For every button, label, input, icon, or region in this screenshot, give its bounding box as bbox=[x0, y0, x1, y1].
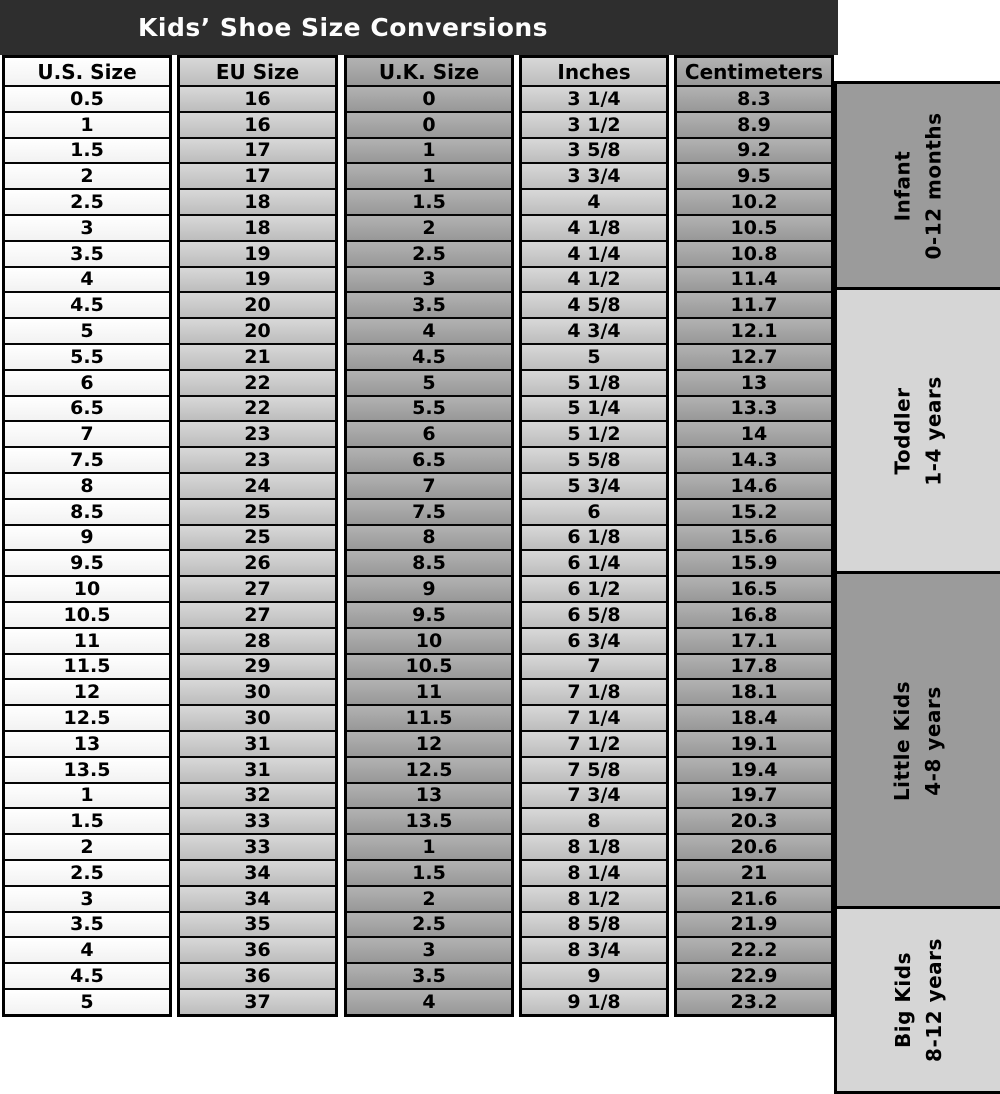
table-cell: 25 bbox=[180, 498, 335, 524]
table-cell: 8.5 bbox=[347, 549, 511, 575]
table-cell: 20.6 bbox=[677, 833, 831, 859]
table-cell: 3 1/4 bbox=[522, 85, 666, 111]
table-cell: 8 1/4 bbox=[522, 859, 666, 885]
table-cell: 35 bbox=[180, 911, 335, 937]
table-cell: 4 1/4 bbox=[522, 240, 666, 266]
table-cell: 7 1/4 bbox=[522, 704, 666, 730]
column-u-s-size bbox=[2, 55, 172, 1017]
table-cell: 5 1/8 bbox=[522, 369, 666, 395]
table-cell: 33 bbox=[180, 833, 335, 859]
table-cell: 8 bbox=[347, 524, 511, 550]
table-cell: 3 bbox=[347, 266, 511, 292]
table-cell: 22.2 bbox=[677, 936, 831, 962]
table-cell: 0 bbox=[347, 85, 511, 111]
table-cell: 19.1 bbox=[677, 730, 831, 756]
table-cell: 22 bbox=[180, 369, 335, 395]
table-cell: 2 bbox=[5, 162, 169, 188]
table-cell: 1.5 bbox=[347, 188, 511, 214]
table-cell: 1 bbox=[5, 782, 169, 808]
table-cell: 3 5/8 bbox=[522, 137, 666, 163]
table-cell: 21.6 bbox=[677, 885, 831, 911]
table-cell: 28 bbox=[180, 627, 335, 653]
table-cell: 8.3 bbox=[677, 85, 831, 111]
table-cell: 1 bbox=[5, 111, 169, 137]
column-eu-size bbox=[177, 55, 338, 1017]
table-cell: 23 bbox=[180, 420, 335, 446]
age-group-label: Toddler 1-4 years bbox=[890, 376, 946, 486]
table-cell: 5.5 bbox=[347, 395, 511, 421]
table-cell: 13.3 bbox=[677, 395, 831, 421]
table-cell: 4 bbox=[347, 317, 511, 343]
table-cell: 27 bbox=[180, 575, 335, 601]
age-group-big-kids bbox=[834, 906, 1000, 1094]
table-cell: 19 bbox=[180, 266, 335, 292]
table-cell: 3.5 bbox=[5, 911, 169, 937]
table-cell: 10.5 bbox=[347, 653, 511, 679]
table-cell: 5 bbox=[522, 343, 666, 369]
table-cell: 10.8 bbox=[677, 240, 831, 266]
table-cell: 9.5 bbox=[5, 549, 169, 575]
table-cell: 6 3/4 bbox=[522, 627, 666, 653]
table-cell: 16 bbox=[180, 85, 335, 111]
table-cell: 25 bbox=[180, 524, 335, 550]
table-cell: 1 bbox=[347, 833, 511, 859]
table-cell: 23.2 bbox=[677, 988, 831, 1014]
table-cell: 7 bbox=[5, 420, 169, 446]
table-cell: 12.5 bbox=[347, 756, 511, 782]
table-cell: 7.5 bbox=[5, 446, 169, 472]
table-cell: 4 bbox=[5, 936, 169, 962]
table-cell: 6.5 bbox=[347, 446, 511, 472]
table-cell: 20 bbox=[180, 317, 335, 343]
column-header: U.S. Size bbox=[5, 58, 169, 85]
column-u-k-size bbox=[344, 55, 514, 1017]
table-cell: 11 bbox=[5, 627, 169, 653]
table-cell: 2 bbox=[347, 885, 511, 911]
table-cell: 4.5 bbox=[5, 962, 169, 988]
table-cell: 9 bbox=[5, 524, 169, 550]
table-cell: 13 bbox=[5, 730, 169, 756]
table-cell: 8 1/8 bbox=[522, 833, 666, 859]
table-cell: 4.5 bbox=[347, 343, 511, 369]
table-cell: 7 3/4 bbox=[522, 782, 666, 808]
column-header: EU Size bbox=[180, 58, 335, 85]
age-group-little-kids bbox=[834, 571, 1000, 910]
age-group-infant bbox=[834, 81, 1000, 291]
table-cell: 10 bbox=[347, 627, 511, 653]
table-cell: 8 3/4 bbox=[522, 936, 666, 962]
table-cell: 5 bbox=[5, 317, 169, 343]
table-cell: 8.9 bbox=[677, 111, 831, 137]
table-cell: 31 bbox=[180, 730, 335, 756]
table-cell: 10.2 bbox=[677, 188, 831, 214]
table-cell: 12.5 bbox=[5, 704, 169, 730]
table-cell: 9.5 bbox=[677, 162, 831, 188]
table-cell: 8 bbox=[5, 472, 169, 498]
table-cell: 7 bbox=[522, 653, 666, 679]
table-cell: 4 bbox=[522, 188, 666, 214]
table-cell: 30 bbox=[180, 678, 335, 704]
table-cell: 10.5 bbox=[677, 214, 831, 240]
column-centimeters bbox=[674, 55, 834, 1017]
table-cell: 32 bbox=[180, 782, 335, 808]
column-inches bbox=[519, 55, 669, 1017]
table-cell: 0.5 bbox=[5, 85, 169, 111]
age-group-toddler bbox=[834, 287, 1000, 575]
table-cell: 36 bbox=[180, 962, 335, 988]
table-cell: 11.5 bbox=[5, 653, 169, 679]
table-cell: 11.7 bbox=[677, 291, 831, 317]
table-cell: 12.1 bbox=[677, 317, 831, 343]
table-cell: 15.6 bbox=[677, 524, 831, 550]
table-cell: 4 1/2 bbox=[522, 266, 666, 292]
table-cell: 4 3/4 bbox=[522, 317, 666, 343]
age-group-label: Infant 0-12 months bbox=[890, 112, 946, 260]
table-cell: 19 bbox=[180, 240, 335, 266]
table-cell: 20.3 bbox=[677, 807, 831, 833]
table-cell: 6 5/8 bbox=[522, 601, 666, 627]
table-cell: 22 bbox=[180, 395, 335, 421]
table-cell: 26 bbox=[180, 549, 335, 575]
table-cell: 17 bbox=[180, 162, 335, 188]
table-cell: 2.5 bbox=[347, 240, 511, 266]
table-cell: 17.8 bbox=[677, 653, 831, 679]
column-header: U.K. Size bbox=[347, 58, 511, 85]
table-cell: 15.9 bbox=[677, 549, 831, 575]
table-cell: 16.8 bbox=[677, 601, 831, 627]
table-cell: 3.5 bbox=[5, 240, 169, 266]
table-cell: 1.5 bbox=[5, 137, 169, 163]
table-cell: 5 bbox=[347, 369, 511, 395]
table-cell: 3 1/2 bbox=[522, 111, 666, 137]
column-header: Centimeters bbox=[677, 58, 831, 85]
table-cell: 5 1/4 bbox=[522, 395, 666, 421]
table-cell: 13.5 bbox=[347, 807, 511, 833]
table-cell: 33 bbox=[180, 807, 335, 833]
table-cell: 16.5 bbox=[677, 575, 831, 601]
table-cell: 4 5/8 bbox=[522, 291, 666, 317]
table-cell: 20 bbox=[180, 291, 335, 317]
table-cell: 11 bbox=[347, 678, 511, 704]
table-cell: 14 bbox=[677, 420, 831, 446]
title-bar bbox=[0, 0, 838, 55]
table-cell: 24 bbox=[180, 472, 335, 498]
table-cell: 1.5 bbox=[5, 807, 169, 833]
table-cell: 6 bbox=[522, 498, 666, 524]
table-cell: 9.2 bbox=[677, 137, 831, 163]
table-cell: 23 bbox=[180, 446, 335, 472]
table-cell: 10.5 bbox=[5, 601, 169, 627]
table-cell: 7 bbox=[347, 472, 511, 498]
table-cell: 12 bbox=[5, 678, 169, 704]
table-cell: 3 bbox=[5, 885, 169, 911]
table-cell: 3.5 bbox=[347, 291, 511, 317]
table-cell: 2.5 bbox=[347, 911, 511, 937]
table-cell: 7 5/8 bbox=[522, 756, 666, 782]
table-cell: 18.1 bbox=[677, 678, 831, 704]
table-cell: 7 1/2 bbox=[522, 730, 666, 756]
table-cell: 4 1/8 bbox=[522, 214, 666, 240]
table-cell: 8 bbox=[522, 807, 666, 833]
table-cell: 34 bbox=[180, 885, 335, 911]
table-cell: 11.4 bbox=[677, 266, 831, 292]
table-cell: 12 bbox=[347, 730, 511, 756]
table-cell: 6 bbox=[347, 420, 511, 446]
column-header: Inches bbox=[522, 58, 666, 85]
table-cell: 21.9 bbox=[677, 911, 831, 937]
table-cell: 18.4 bbox=[677, 704, 831, 730]
table-cell: 17 bbox=[180, 137, 335, 163]
table-cell: 8 5/8 bbox=[522, 911, 666, 937]
table-cell: 0 bbox=[347, 111, 511, 137]
table-cell: 9.5 bbox=[347, 601, 511, 627]
table-cell: 19.7 bbox=[677, 782, 831, 808]
table-cell: 13 bbox=[677, 369, 831, 395]
table-cell: 15.2 bbox=[677, 498, 831, 524]
table-cell: 1 bbox=[347, 162, 511, 188]
table-cell: 18 bbox=[180, 188, 335, 214]
table-cell: 5.5 bbox=[5, 343, 169, 369]
table-cell: 19.4 bbox=[677, 756, 831, 782]
table-cell: 3 bbox=[5, 214, 169, 240]
table-cell: 16 bbox=[180, 111, 335, 137]
table-cell: 30 bbox=[180, 704, 335, 730]
table-cell: 3 bbox=[347, 936, 511, 962]
table-cell: 4 bbox=[5, 266, 169, 292]
table-cell: 7.5 bbox=[347, 498, 511, 524]
table-cell: 6 1/2 bbox=[522, 575, 666, 601]
table-cell: 36 bbox=[180, 936, 335, 962]
table-cell: 4.5 bbox=[5, 291, 169, 317]
table-cell: 6 1/8 bbox=[522, 524, 666, 550]
table-cell: 7 1/8 bbox=[522, 678, 666, 704]
table-cell: 1.5 bbox=[347, 859, 511, 885]
table-cell: 13 bbox=[347, 782, 511, 808]
table-cell: 5 5/8 bbox=[522, 446, 666, 472]
table-cell: 8 1/2 bbox=[522, 885, 666, 911]
table-cell: 2 bbox=[347, 214, 511, 240]
table-cell: 6 bbox=[5, 369, 169, 395]
table-cell: 5 1/2 bbox=[522, 420, 666, 446]
table-cell: 13.5 bbox=[5, 756, 169, 782]
table-cell: 14.3 bbox=[677, 446, 831, 472]
table-cell: 34 bbox=[180, 859, 335, 885]
age-group-label: Little Kids 4-8 years bbox=[890, 680, 946, 801]
table-cell: 18 bbox=[180, 214, 335, 240]
table-cell: 3.5 bbox=[347, 962, 511, 988]
table-cell: 9 bbox=[522, 962, 666, 988]
table-cell: 4 bbox=[347, 988, 511, 1014]
table-cell: 21 bbox=[677, 859, 831, 885]
table-cell: 6 1/4 bbox=[522, 549, 666, 575]
table-cell: 12.7 bbox=[677, 343, 831, 369]
table-cell: 29 bbox=[180, 653, 335, 679]
table-cell: 27 bbox=[180, 601, 335, 627]
age-group-label: Big Kids 8-12 years bbox=[890, 938, 946, 1062]
table-cell: 9 1/8 bbox=[522, 988, 666, 1014]
table-cell: 37 bbox=[180, 988, 335, 1014]
table-cell: 3 3/4 bbox=[522, 162, 666, 188]
table-cell: 11.5 bbox=[347, 704, 511, 730]
table-cell: 9 bbox=[347, 575, 511, 601]
page-title: Kids’ Shoe Size Conversions bbox=[138, 13, 549, 42]
table-cell: 22.9 bbox=[677, 962, 831, 988]
table-cell: 17.1 bbox=[677, 627, 831, 653]
table-cell: 1 bbox=[347, 137, 511, 163]
table-cell: 10 bbox=[5, 575, 169, 601]
table-cell: 2.5 bbox=[5, 859, 169, 885]
table-cell: 5 bbox=[5, 988, 169, 1014]
table-cell: 2.5 bbox=[5, 188, 169, 214]
table-cell: 31 bbox=[180, 756, 335, 782]
table-cell: 21 bbox=[180, 343, 335, 369]
table-cell: 8.5 bbox=[5, 498, 169, 524]
table-cell: 14.6 bbox=[677, 472, 831, 498]
table-cell: 5 3/4 bbox=[522, 472, 666, 498]
table-cell: 2 bbox=[5, 833, 169, 859]
table-cell: 6.5 bbox=[5, 395, 169, 421]
